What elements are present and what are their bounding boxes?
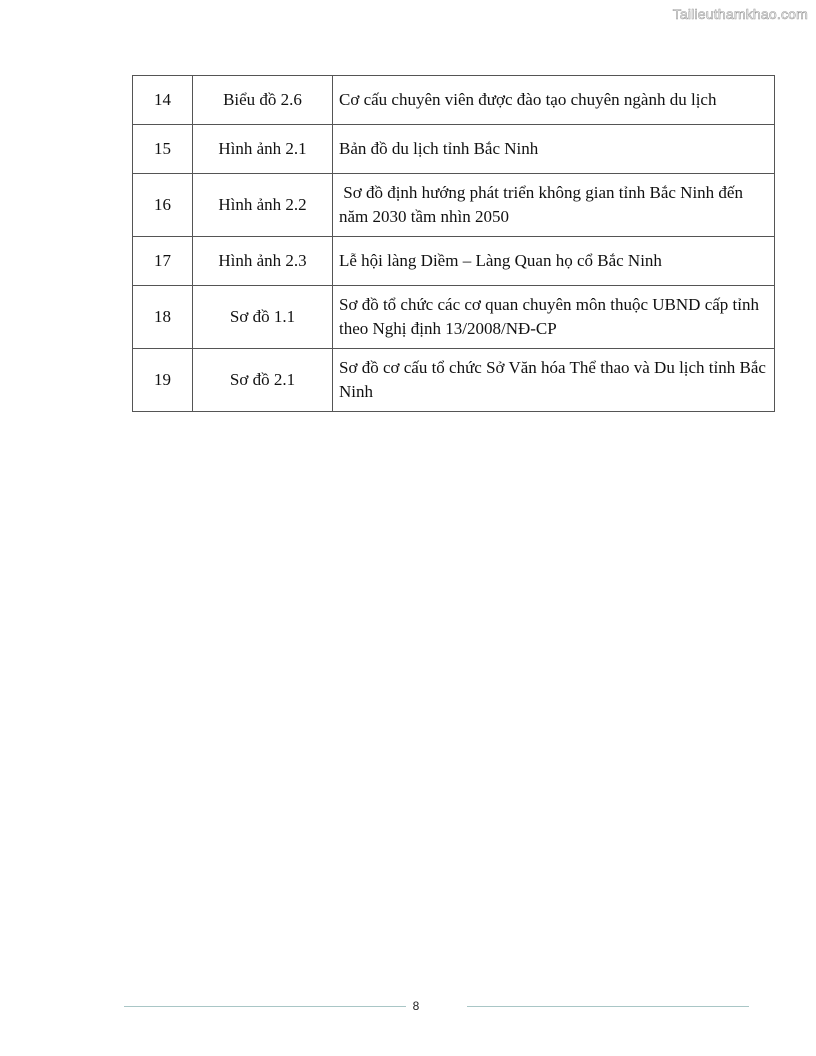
figure-id: Hình ảnh 2.1	[193, 125, 333, 174]
row-number: 15	[133, 125, 193, 174]
figure-id: Sơ đồ 2.1	[193, 349, 333, 412]
row-number: 19	[133, 349, 193, 412]
row-number: 17	[133, 237, 193, 286]
figure-id: Sơ đồ 1.1	[193, 286, 333, 349]
figure-description: Sơ đồ tổ chức các cơ quan chuyên môn thuộc UBND cấp tỉnh theo Nghị định 13/2008/NĐ-CP	[333, 286, 775, 349]
figure-id: Hình ảnh 2.2	[193, 174, 333, 237]
figure-description: Lễ hội làng Diềm – Làng Quan họ cổ Bắc Ninh	[333, 237, 775, 286]
figure-description: Bản đồ du lịch tỉnh Bắc Ninh	[333, 125, 775, 174]
figure-description: Sơ đồ cơ cấu tổ chức Sở Văn hóa Thể thao và Du lịch tỉnh Bắc Ninh	[333, 349, 775, 412]
table-row	[133, 237, 775, 286]
figure-list-table	[132, 75, 775, 412]
figure-description: Sơ đồ định hướng phát triển không gian tỉnh Bắc Ninh đến năm 2030 tầm nhìn 2050	[333, 174, 775, 237]
table-row	[133, 286, 775, 349]
table-row	[133, 125, 775, 174]
row-number: 18	[133, 286, 193, 349]
table-row	[133, 174, 775, 237]
figure-description: Cơ cấu chuyên viên được đào tạo chuyên ngành du lịch	[333, 76, 775, 125]
page-number: 8	[412, 999, 420, 1013]
row-number: 16	[133, 174, 193, 237]
table-row	[133, 349, 775, 412]
figure-id: Hình ảnh 2.3	[193, 237, 333, 286]
footer-divider-right	[467, 1006, 749, 1007]
table-row	[133, 76, 775, 125]
watermark-text: Tailieuthamkhao.com	[672, 6, 808, 22]
row-number: 14	[133, 76, 193, 125]
footer-divider-left	[124, 1006, 406, 1007]
figure-id: Biểu đồ 2.6	[193, 76, 333, 125]
